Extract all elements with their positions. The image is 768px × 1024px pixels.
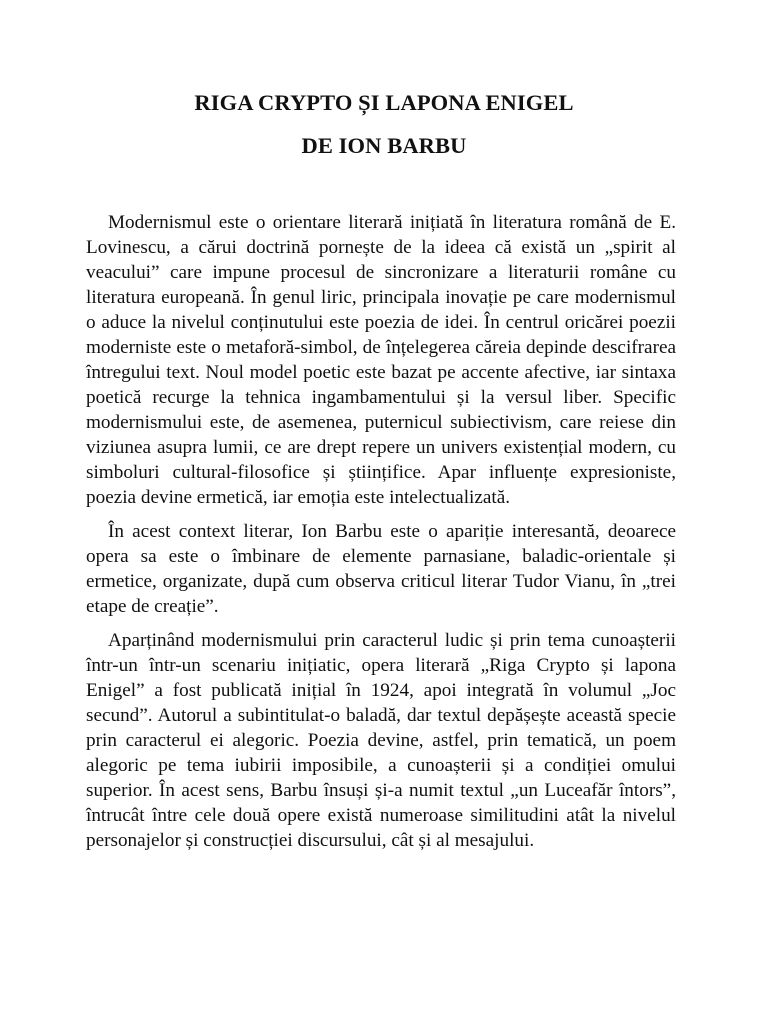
title-block: [0, 88, 768, 160]
document-title: RIGA CRYPTO ȘI LAPONA ENIGEL: [194, 90, 574, 115]
paragraph-intro-modernism: Modernismul este o orientare literară inițiată în literatura română de E. Lovinescu, a cărui doctrină pornește de la ideea că există un „spirit al veacului” care impune procesul de sincronizare a literaturii române cu literatura europeană. În genul liric, principala inovație pe care modernismul o aduce la nivelul conținutului este poezia de idei. În centrul oricărei poezii moderniste este o metaforă-simbol, de înțelegerea căreia depinde descifrarea întregului text. Noul model poetic este bazat pe accente afective, iar sintaxa poetică recurge la tehnica ingambamentului și la versul liber. Specific modernismului este, de asemenea, puternicul subiectivism, care reiese din viziunea asupra lumii, ce are drept repere un univers existențial modern, cu simboluri cultural-filosofice și științifice. Apar influențe expresioniste, poezia devine ermetică, iar emoția este intelectualizată.: [86, 212, 676, 508]
paragraph-riga-crypto: Aparținând modernismului prin caracterul ludic și prin tema cunoașterii într-un într-un scenariu inițiatic, opera literară „Riga Crypto și lapona Enigel” a fost publicată inițial în 1924, apoi integrată în volumul „Joc secund”. Autorul a subintitulat-o baladă, dar textul depășește această specie prin caracterul ei alegoric. Poezia devine, astfel, prin tematică, un poem alegoric pe tema iubirii imposibile, a cunoașterii și a condiției omului superior. În acest sens, Barbu însuși și-a numit textul „un Luceafăr întors”, întrucât între cele două opere există numeroase similitudini atât la nivelul personajelor și construcției discursului, cât și al mesajului.: [86, 630, 676, 851]
document-author-line: DE ION BARBU: [301, 133, 467, 158]
body-text: [86, 210, 676, 853]
paragraph-ion-barbu-context: În acest context literar, Ion Barbu este o apariție interesantă, deoarece opera sa este o îmbinare de elemente parnasiane, baladic-orientale și ermetice, organizate, după cum observa criticul literar Tudor Vianu, în „trei etape de creație”.: [86, 521, 676, 617]
